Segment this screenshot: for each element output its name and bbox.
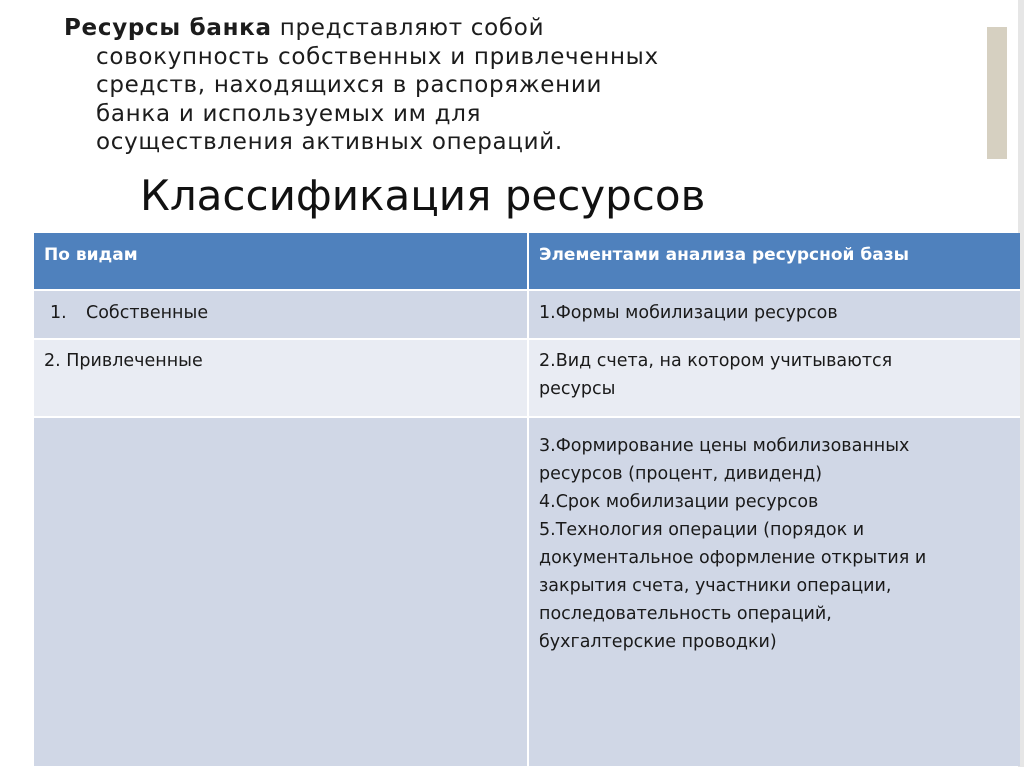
table-cell-right: 1.Формы мобилизации ресурсов xyxy=(528,290,1020,339)
item-number: 1. xyxy=(50,303,67,323)
table-row xyxy=(34,417,1020,766)
column-header-analysis-elements: Элементами анализа ресурсной базы xyxy=(528,233,1020,290)
intro-line-1-rest: представляют собой xyxy=(271,15,545,41)
table-cell-left-empty xyxy=(34,417,528,766)
table-cell-left xyxy=(34,290,528,339)
table-cell-right xyxy=(528,339,1020,417)
cell-line: 2.Вид счета, на котором учитываются xyxy=(539,351,893,371)
numbered-item xyxy=(44,303,208,323)
classification-table xyxy=(34,233,1020,766)
cell-line: ресурсы xyxy=(539,379,616,399)
page-title: Классификация ресурсов xyxy=(140,171,706,220)
decorative-side-bar xyxy=(987,27,1007,159)
cell-line: 4.Срок мобилизации ресурсов xyxy=(539,492,819,512)
intro-line-2: совокупность собственных и привлеченных xyxy=(96,43,659,70)
cell-line: закрытия счета, участники операции, xyxy=(539,576,892,596)
intro-line-4: банка и используемых им для xyxy=(96,100,482,127)
table-header-row xyxy=(34,233,1020,290)
intro-line-5: осуществления активных операций. xyxy=(96,129,563,155)
intro-term: Ресурсы банка xyxy=(64,15,272,41)
intro-definition xyxy=(64,14,964,157)
intro-line-3: средств, находящихся в распоряжении xyxy=(96,72,603,98)
item-text: Собственные xyxy=(86,303,209,323)
table-cell-right xyxy=(528,417,1020,766)
cell-line: бухгалтерские проводки) xyxy=(539,632,777,652)
intro-line-1 xyxy=(64,14,964,43)
cell-line: 5.Технология операции (порядок и xyxy=(539,520,865,540)
table-row xyxy=(34,339,1020,417)
cell-line: ресурсов (процент, дивиденд) xyxy=(539,464,823,484)
cell-line: последовательность операций, xyxy=(539,604,832,624)
table-row xyxy=(34,290,1020,339)
table-cell-left: 2. Привлеченные xyxy=(34,339,528,417)
cell-line: документальное оформление открытия и xyxy=(539,548,927,568)
cell-line: 3.Формирование цены мобилизованных xyxy=(539,436,910,456)
column-header-by-type: По видам xyxy=(34,233,528,290)
